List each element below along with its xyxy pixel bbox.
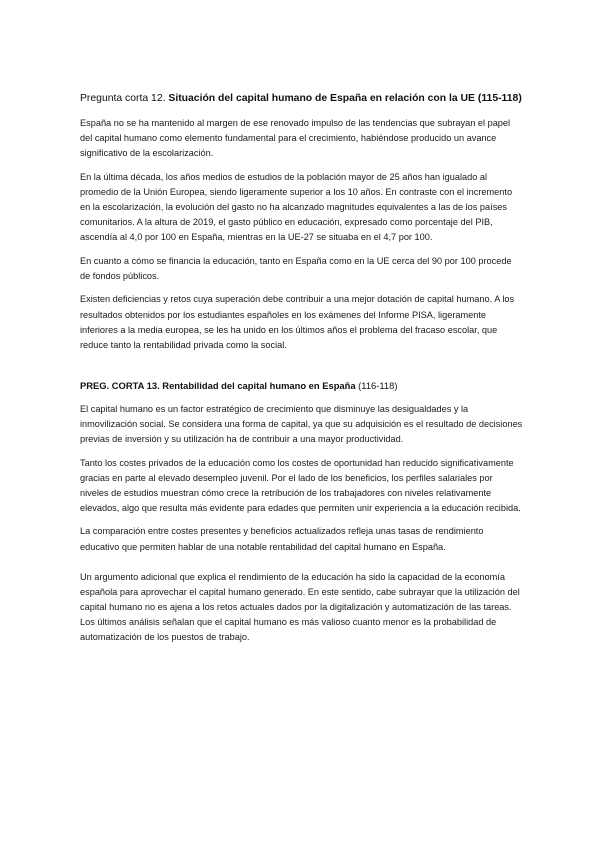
paragraph: España no se ha mantenido al margen de ese renovado impulso de las tendencias que subrayan el papel del capital humano como elemento fundamental para el crecimiento, habiéndose producido un avance significativo de la escolarización. (80, 118, 511, 159)
paragraph: En la última década, los años medios de estudios de la población mayor de 25 años han igualado al promedio de la Unión Europea, siendo ligeramente superior a los 10 años. En contraste con el incremento en la escolarización, la evolución del gasto no ha alcanzado magnitudes equivalentes a las de los países comunitarios. A la altura de 2019, el gasto público en educación, expresado como porcentaje del PIB, ascendía al 4,0 por 100 en España, mientras en la UE-27 se situaba en el 4,7 por 100. (80, 171, 513, 243)
paragraph: Existen deficiencias y retos cuya superación debe contribuir a una mejor dotación de capital humano. A los resultados obtenidos por los estudiantes españoles en los exámenes del Informe PISA, ligeramente inferiores a la media europea, se les ha unido en los últimos años el problema del fracaso escolar, que reduce tanto la rentabilidad privada como la social. (80, 294, 515, 350)
paragraph: Un argumento adicional que explica el rendimiento de la educación ha sido la capacidad de la economía española para aprovechar el capital humano generado. En este sentido, cabe subrayar que la utilización del capital humano no es ajena a los retos actuales dados por la digitalización y automatización de las tareas. Los últimos análisis señalan que el capital humano es más valioso cuanto menor es la probabilidad de automatización de los puestos de trabajo. (80, 571, 520, 643)
section-title (80, 91, 523, 106)
section-situacion-capital-humano (80, 91, 523, 353)
section-title (80, 378, 523, 393)
paragraph: El capital humano es un factor estratégico de crecimiento que disminuye las desigualdades y la inmovilización social. Se considera una forma de capital, ya que su adquisición es el resultado de decisiones previas de inversión y su utilización ha de contribuir a una mayor productividad. (80, 403, 523, 444)
paragraph: La comparación entre costes presentes y beneficios actualizados refleja unas tasas de rendimiento educativo que permiten hablar de una notable rentabilidad del capital humano en España. (80, 526, 484, 552)
section-title-prefix: Pregunta corta 12. (80, 93, 169, 104)
section-title-main: Situación del capital humano de España en relación con la UE (115-118) (168, 93, 522, 104)
paragraph: En cuanto a cómo se financia la educación, tanto en España como en la UE cerca del 90 por 100 procede de fondos públicos. (80, 255, 512, 281)
section-rentabilidad-capital-humano (80, 378, 523, 645)
page-content (80, 91, 523, 654)
paragraph: Tanto los costes privados de la educación como los costes de oportunidad han reducido significativamente gracias en parte al elevado desempleo juvenil. Por el lado de los beneficios, los perfiles salariales por niveles de estudios muestran cómo crece la retribución de los trabajadores con niveles relativamente elevados, algo que resulta más evidente para edades que permiten unir experiencia a la educación recibida. (80, 457, 521, 513)
section-title-range: (116-118) (355, 379, 398, 391)
section-title-main: PREG. CORTA 13. Rentabilidad del capital humano en España (80, 379, 356, 391)
